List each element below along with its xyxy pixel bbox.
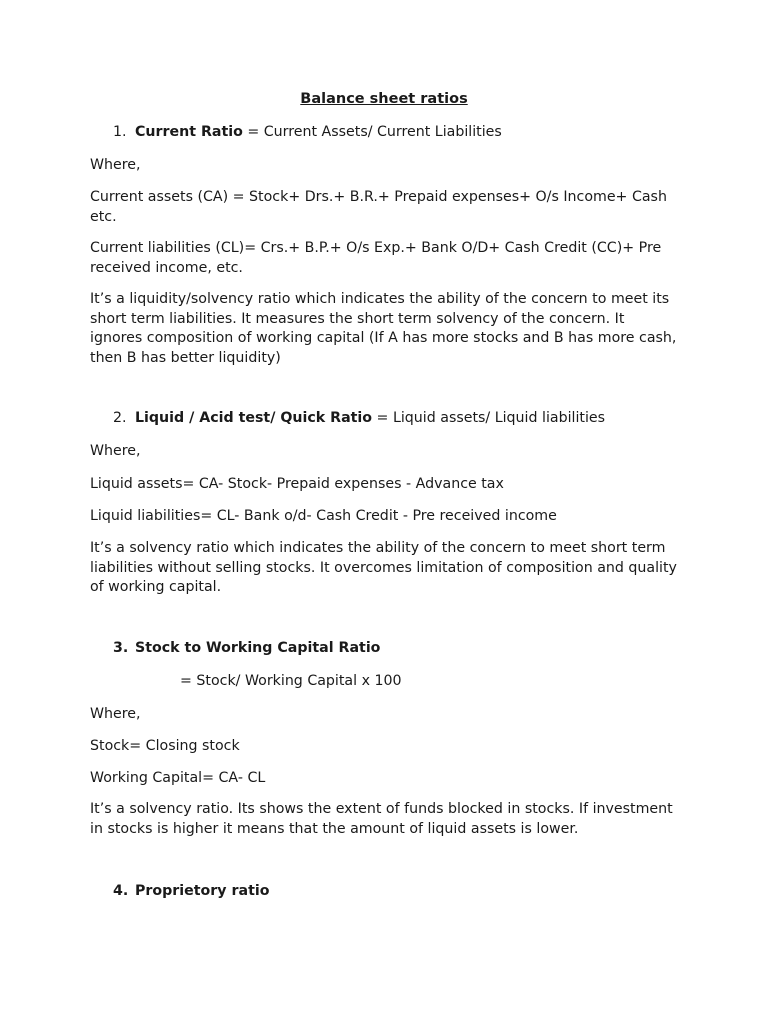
where-label: Where,: [90, 157, 141, 173]
section-3-formula: = Stock/ Working Capital x 100: [180, 673, 402, 689]
where-label: Where,: [90, 443, 141, 459]
definition-liquid-assets: Liquid assets= CA- Stock- Prepaid expenses - Advance tax: [90, 476, 504, 492]
document-title: Balance sheet ratios: [300, 91, 468, 107]
section-1-heading: [113, 124, 502, 140]
section-2-description: It’s a solvency ratio which indicates the ability of the concern to meet short term liabilities without selling stocks. It overcomes limitation of composition and quality of working capital.: [90, 540, 677, 595]
section-number: 2.: [113, 410, 127, 426]
section-formula: = Current Assets/ Current Liabilities: [242, 124, 502, 140]
section-3-heading: [113, 640, 380, 656]
definition-stock: Stock= Closing stock: [90, 738, 240, 754]
definition-working-capital: Working Capital= CA- CL: [90, 770, 266, 786]
section-name: Stock to Working Capital Ratio: [135, 640, 381, 656]
section-number: 4.: [113, 883, 129, 899]
definition-current-liabilities: Current liabilities (CL)= Crs.+ B.P.+ O/s Exp.+ Bank O/D+ Cash Credit (CC)+ Pre received income, etc.: [90, 240, 662, 276]
definition-current-assets: Current assets (CA) = Stock+ Drs.+ B.R.+ Prepaid expenses+ O/s Income+ Cash etc.: [90, 189, 667, 225]
section-name: Current Ratio: [135, 124, 243, 140]
section-2-heading: [113, 410, 605, 426]
section-number: 1.: [113, 124, 127, 140]
where-label: Where,: [90, 706, 141, 722]
section-name: Proprietory ratio: [135, 883, 270, 899]
section-number: 3.: [113, 640, 129, 656]
section-3-description: It’s a solvency ratio. Its shows the extent of funds blocked in stocks. If investment in stocks is higher it means that the amount of liquid assets is lower.: [90, 801, 673, 837]
section-4-heading: [113, 883, 269, 899]
definition-liquid-liabilities: Liquid liabilities= CL- Bank o/d- Cash Credit - Pre received income: [90, 508, 557, 524]
section-name: Liquid / Acid test/ Quick Ratio: [135, 410, 373, 426]
section-1-description: It’s a liquidity/solvency ratio which indicates the ability of the concern to meet its short term liabilities. It measures the short term solvency of the concern. It ignores composition of working capital (If A has more stocks and B has more cash, then B has better liquidity): [90, 291, 677, 366]
section-formula: = Liquid assets/ Liquid liabilities: [372, 410, 606, 426]
